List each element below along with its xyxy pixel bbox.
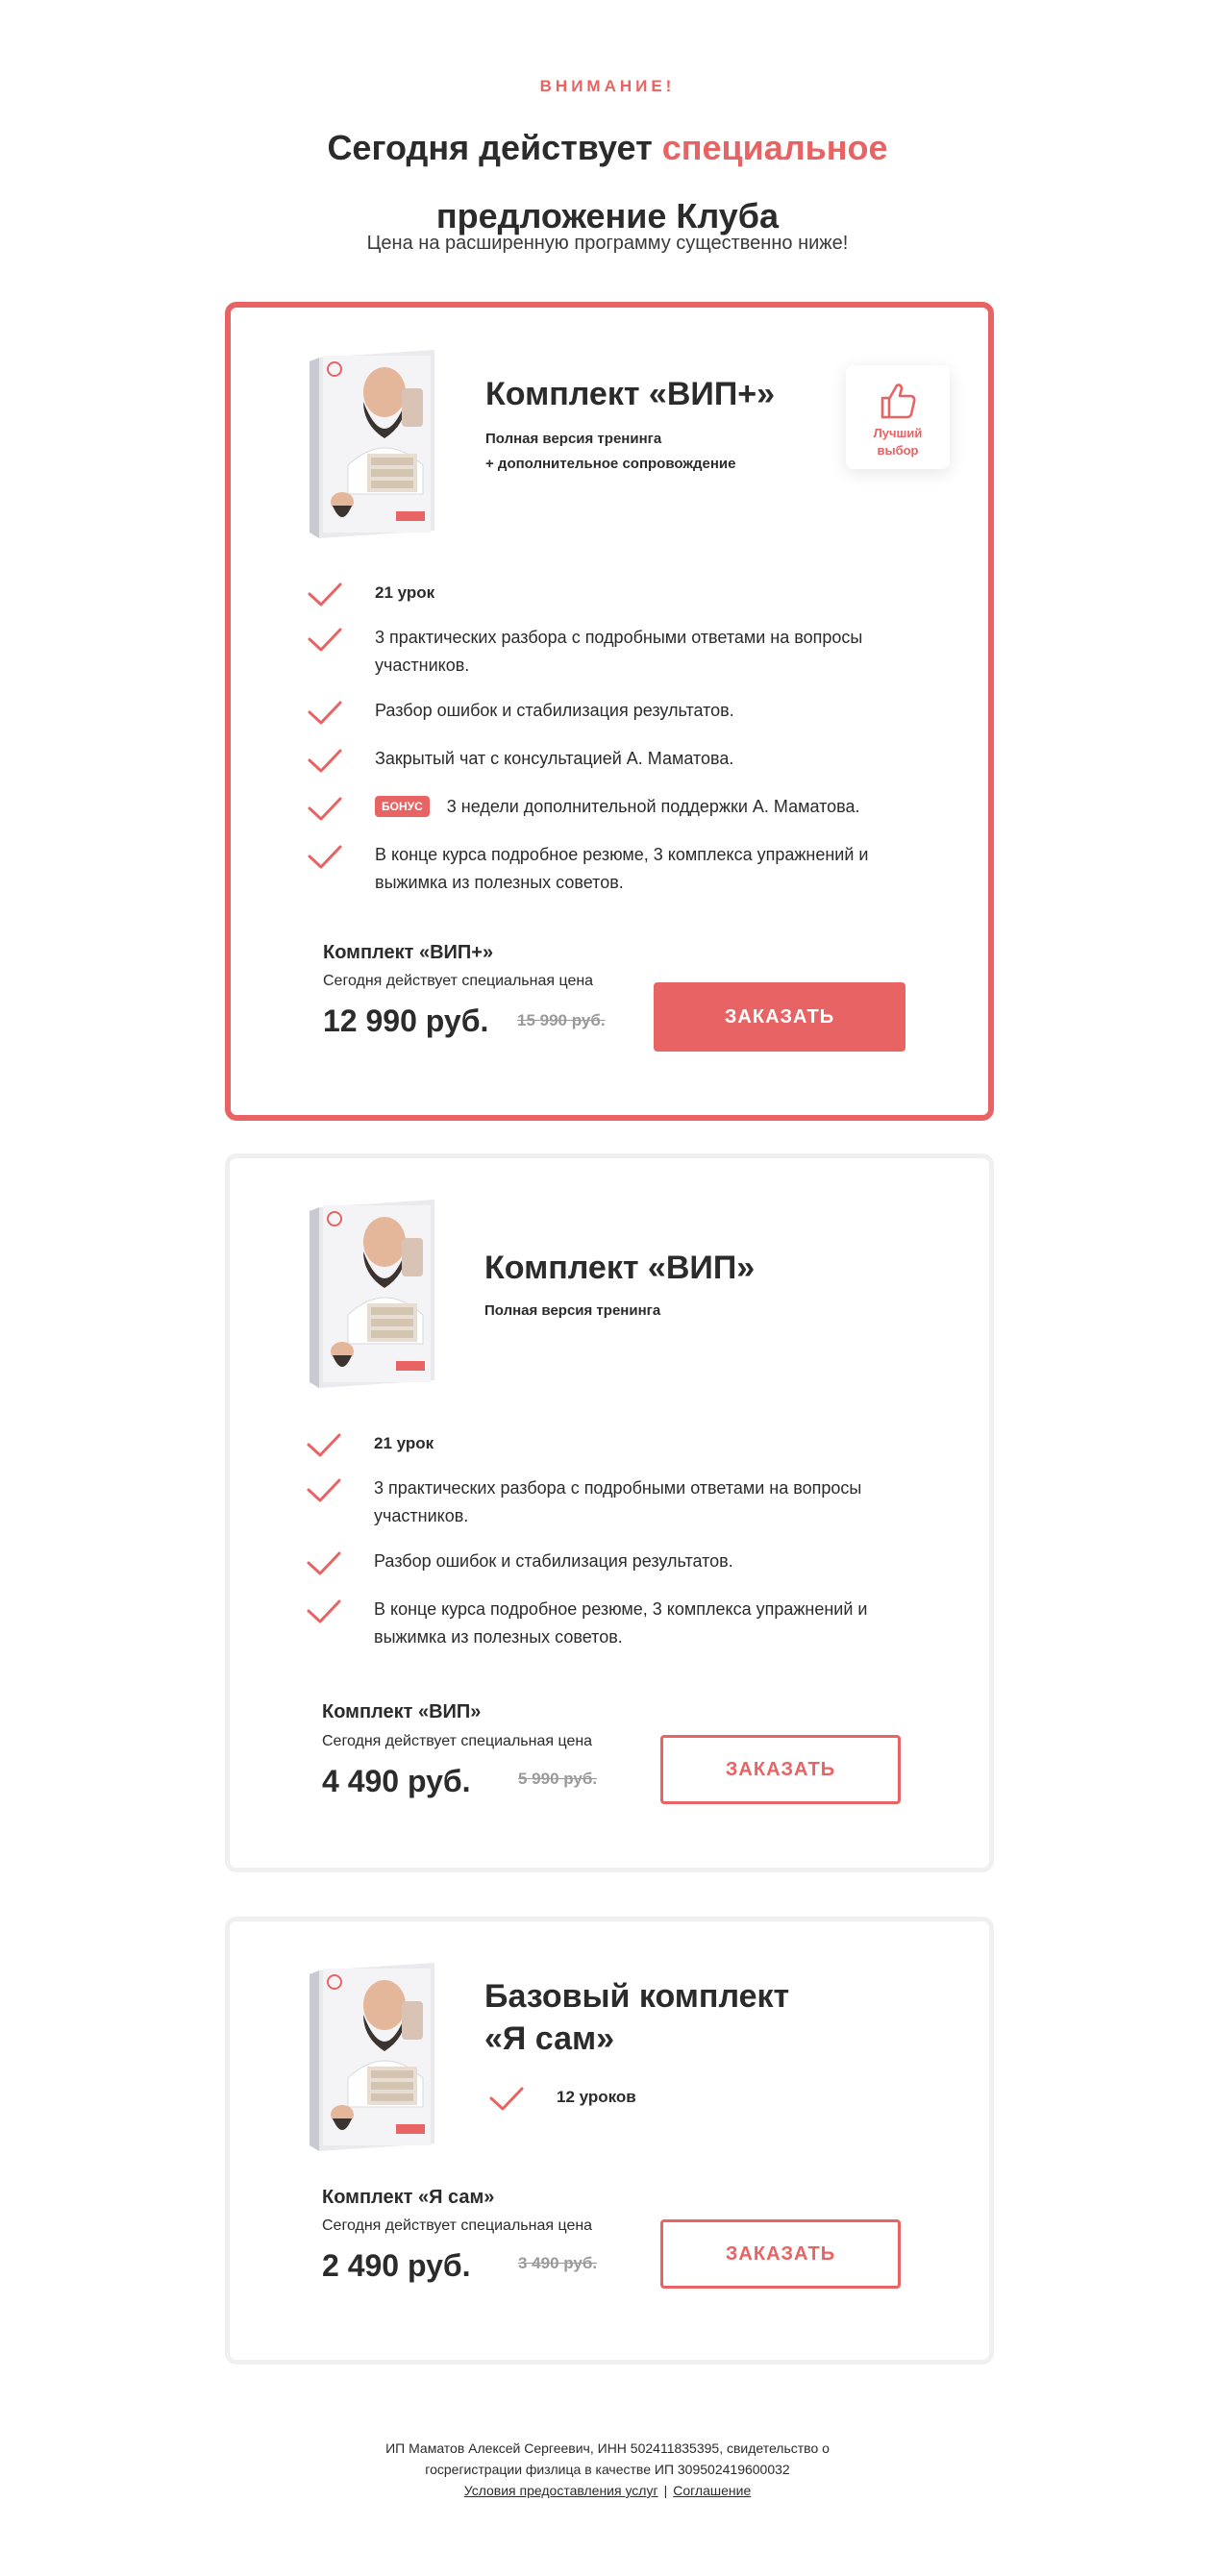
card-title-line1: Базовый комплект: [484, 1978, 790, 2015]
agreement-link[interactable]: Соглашение: [673, 2483, 752, 2498]
card-title: [484, 1975, 789, 2060]
checkmark-icon: [308, 749, 342, 774]
checkmark-icon: [307, 1433, 341, 1458]
list-item: [308, 697, 923, 725]
page-subtitle: Цена на расширенную программу существенно ниже!: [366, 233, 849, 254]
feature-text: Разбор ошибок и стабилизация результатов.: [375, 701, 734, 720]
feature-text: 21 урок: [374, 1434, 434, 1452]
checkmark-icon: [307, 1478, 341, 1503]
feature-text: 3 практических разбора с подробными ответами на вопросы участников.: [375, 628, 863, 675]
card-subtitle: Полная версия тренинга: [484, 1302, 661, 1319]
price-current: 4 490 руб.: [322, 1764, 471, 1798]
card-title: Комплект «ВИП»: [484, 1250, 756, 1286]
feature-text: Разбор ошибок и стабилизация результатов.: [374, 1551, 733, 1571]
price-note: Сегодня действует специальная цена: [322, 1733, 593, 1749]
product-box-image: [310, 350, 444, 538]
checkmark-icon: [308, 582, 342, 607]
best-choice-badge: [846, 365, 950, 469]
list-item: [489, 2083, 893, 2111]
feature-text: 3 недели дополнительной поддержки А. Маматова.: [446, 797, 860, 816]
list-item: [308, 793, 923, 821]
checkmark-icon: [489, 2087, 524, 2112]
list-item: [307, 1474, 922, 1530]
feature-list: [307, 1429, 922, 1651]
price-old: 15 990 руб.: [517, 1011, 606, 1029]
title-part2: предложение Клуба: [435, 196, 780, 235]
best-choice-label-line1: Лучший: [873, 426, 923, 440]
pricing-card-self: [225, 1917, 994, 2365]
product-box-image: [310, 1963, 444, 2151]
feature-text: В конце курса подробное резюме, 3 комплекса упражнений и выжимка из полезных советов.: [375, 845, 869, 892]
list-item: [307, 1596, 922, 1651]
checkmark-icon: [308, 701, 342, 726]
title-part1: Сегодня действует: [327, 128, 662, 167]
attention-label: ВНИМАНИЕ!: [539, 77, 676, 95]
list-item: [307, 1548, 922, 1575]
checkmark-icon: [308, 628, 342, 653]
checkmark-icon: [308, 797, 342, 822]
price-old: 3 490 руб.: [518, 2254, 598, 2272]
price-current: 2 490 руб.: [322, 2248, 471, 2283]
terms-link[interactable]: Условия предоставления услуг: [463, 2483, 658, 2498]
feature-text: В конце курса подробное резюме, 3 комплекса упражнений и выжимка из полезных советов.: [374, 1599, 868, 1647]
footer-separator: |: [663, 2483, 668, 2498]
card-subtitle: [485, 427, 735, 477]
checkmark-icon: [308, 845, 342, 870]
thumbs-up-icon: [877, 379, 919, 421]
footer-legal-line2: госрегистрации физлица в качестве ИП 309502419600032: [425, 2462, 790, 2477]
card-title: Комплект «ВИП+»: [485, 376, 776, 412]
card-subtitle-line2: + дополнительное сопровождение: [485, 456, 736, 472]
price-current: 12 990 руб.: [323, 1003, 489, 1038]
feature-text: 12 уроков: [557, 2088, 636, 2106]
footer-links: [0, 2480, 1215, 2501]
pricing-card-vip-plus: [225, 302, 994, 1121]
feature-list: [308, 579, 923, 897]
price-old: 5 990 руб.: [518, 1770, 598, 1788]
footer: [0, 2438, 1215, 2501]
product-box-image: [310, 1200, 444, 1388]
price-note: Сегодня действует специальная цена: [323, 973, 594, 989]
page-title: [0, 113, 1215, 250]
feature-list: [489, 2083, 893, 2111]
order-button[interactable]: ЗАКАЗАТЬ: [660, 1735, 901, 1804]
list-item: [307, 1429, 922, 1457]
best-choice-label: [846, 425, 950, 459]
list-item: [308, 579, 923, 607]
list-item: [308, 745, 923, 773]
card-title-line2: «Я сам»: [484, 2020, 615, 2057]
pricing-card-vip: [225, 1153, 994, 1872]
price-note: Сегодня действует специальная цена: [322, 2217, 593, 2234]
price-name: Комплект «ВИП»: [322, 1701, 482, 1722]
checkmark-icon: [307, 1551, 341, 1576]
feature-text: Закрытый чат с консультацией А. Маматова.: [375, 749, 734, 768]
title-accent: специальное: [661, 128, 888, 167]
order-button[interactable]: ЗАКАЗАТЬ: [660, 2219, 901, 2289]
bonus-badge: БОНУС: [375, 796, 430, 817]
list-item: [308, 841, 923, 897]
price-name: Комплект «ВИП+»: [323, 942, 494, 963]
card-subtitle-line1: Полная версия тренинга: [485, 431, 662, 447]
best-choice-label-line2: выбор: [877, 443, 919, 458]
feature-text: 21 урок: [375, 583, 435, 602]
order-button[interactable]: ЗАКАЗАТЬ: [654, 982, 905, 1052]
checkmark-icon: [307, 1599, 341, 1624]
feature-text: 3 практических разбора с подробными ответами на вопросы участников.: [374, 1478, 862, 1525]
footer-legal-line1: ИП Маматов Алексей Сергеевич, ИНН 502411835395, свидетельство о: [385, 2440, 830, 2456]
price-name: Комплект «Я сам»: [322, 2187, 495, 2208]
list-item: [308, 624, 923, 680]
